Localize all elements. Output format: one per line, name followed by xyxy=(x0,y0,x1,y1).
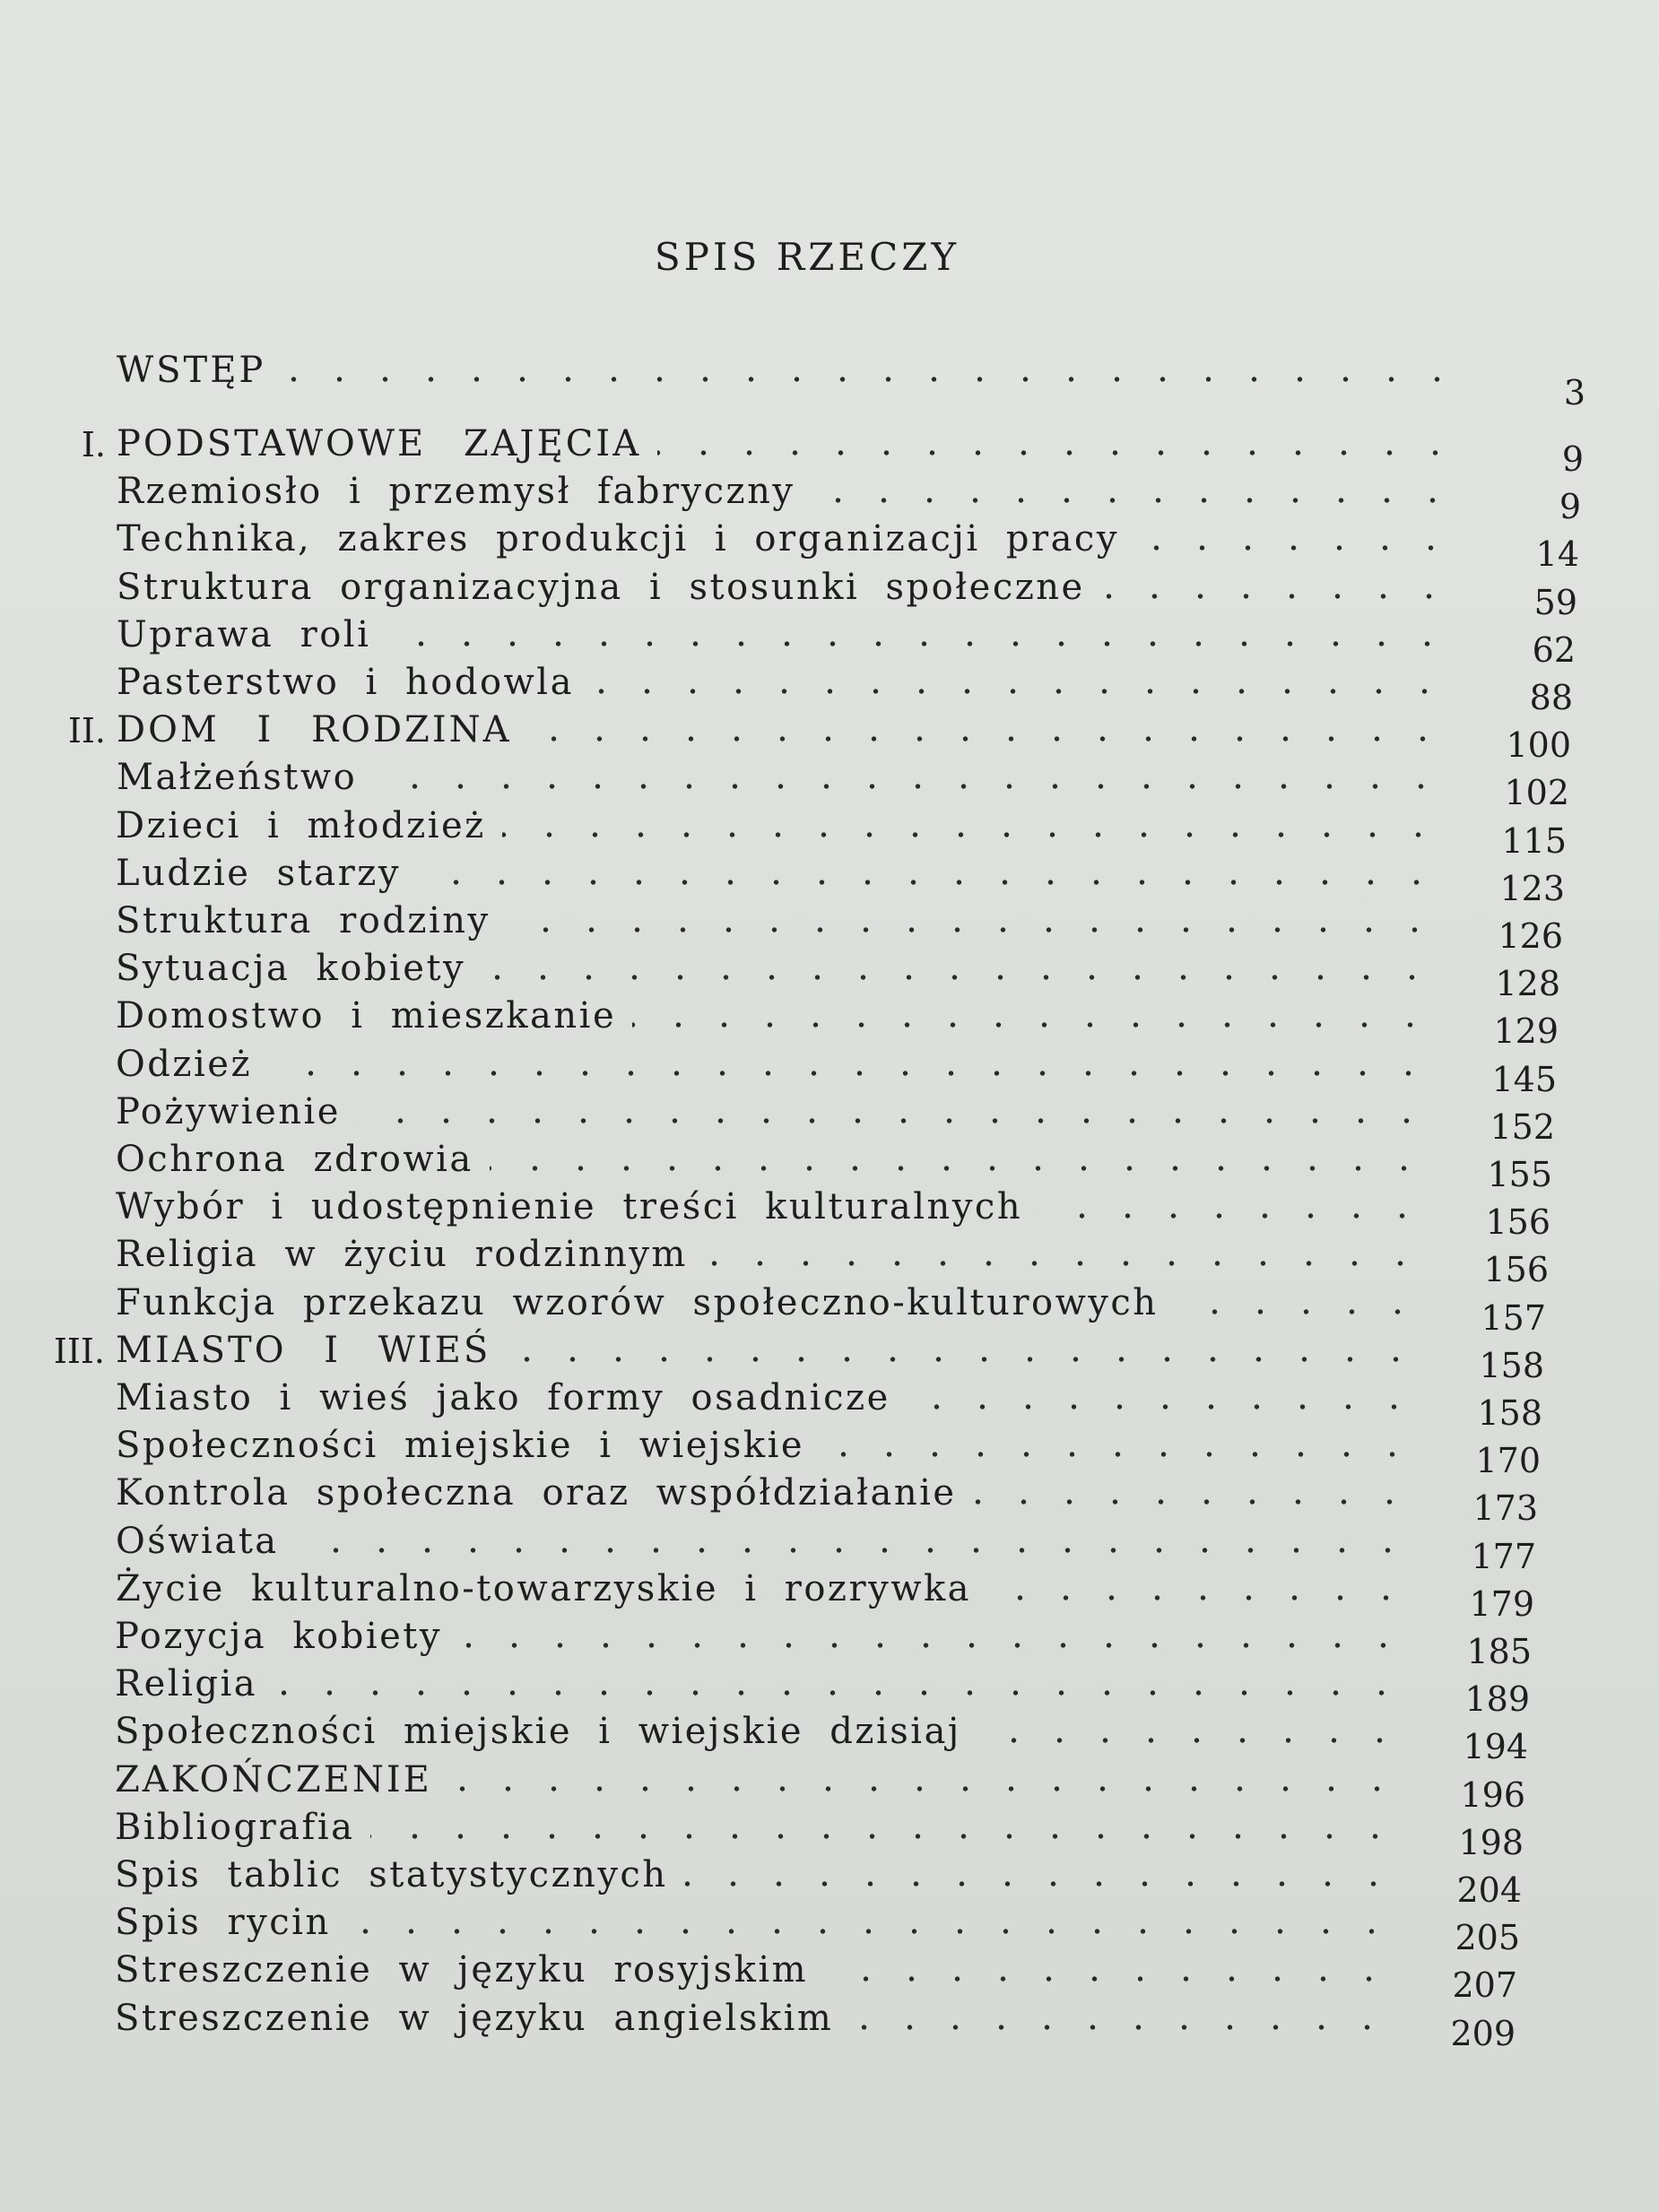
toc-row xyxy=(0,613,1659,670)
toc-row xyxy=(0,423,1659,479)
toc-page-number: 205 xyxy=(1455,1918,1520,1958)
toc-page-number: 185 xyxy=(1466,1632,1532,1671)
toc-row xyxy=(0,1425,1659,1481)
toc-row xyxy=(0,1663,1659,1720)
toc-row xyxy=(0,1949,1659,2006)
toc-page-number: 100 xyxy=(1506,725,1571,766)
leader-dots xyxy=(657,450,1458,455)
toc-row xyxy=(0,900,1659,956)
toc-page-number: 14 xyxy=(1535,534,1579,575)
leader-dots xyxy=(1101,594,1452,599)
toc-page-number: 129 xyxy=(1493,1011,1559,1052)
toc-row xyxy=(0,662,1659,717)
leader-dots xyxy=(821,1452,1415,1457)
toc-entry-label: Ochrona zdrowia xyxy=(116,1139,473,1180)
leader-dots xyxy=(973,1499,1412,1505)
toc-row xyxy=(0,757,1659,813)
toc-entry-label: Miasto i wieś jako formy osadnicze xyxy=(116,1377,890,1418)
toc-entry-label: Struktura organizacyjna i stosunki społeczne xyxy=(117,566,1085,608)
leader-dots xyxy=(282,377,1460,382)
toc-page-number: 196 xyxy=(1460,1774,1525,1815)
toc-page-number: 207 xyxy=(1452,1965,1517,2006)
toc-entry-label: Małżeństwo xyxy=(117,757,358,799)
leader-dots xyxy=(849,2025,1390,2030)
toc-entry-label: Spis rycin xyxy=(115,1902,331,1944)
toc-page-number: 156 xyxy=(1483,1250,1549,1290)
toc-row xyxy=(0,948,1659,1004)
leader-dots xyxy=(507,1357,1419,1362)
toc-row xyxy=(0,852,1659,908)
toc-entry-label: Religia xyxy=(115,1663,258,1705)
chapter-numeral: III. xyxy=(53,1331,105,1371)
toc-page-number: 9 xyxy=(1561,439,1584,479)
toc-row xyxy=(0,1758,1659,1815)
toc-entry-label: Oświata xyxy=(116,1520,279,1562)
leader-dots xyxy=(812,498,1455,503)
toc-row xyxy=(0,1854,1659,1910)
toc-page-number: 179 xyxy=(1469,1583,1534,1624)
toc-row xyxy=(0,1043,1659,1099)
toc-page-number: 145 xyxy=(1491,1059,1557,1099)
toc-page-number: 204 xyxy=(1456,1870,1522,1910)
leader-dots xyxy=(1175,1309,1420,1314)
toc-entry-label: Bibliografia xyxy=(115,1806,355,1848)
leader-dots xyxy=(417,880,1439,885)
toc-page-number: 9 xyxy=(1559,487,1581,527)
toc-page-number: 88 xyxy=(1529,678,1573,717)
toc-entry-label: WSTĘP xyxy=(117,350,266,391)
toc-entry-label: MIASTO I WIEŚ xyxy=(116,1329,491,1371)
toc-entry-label: Pasterstwo i hodowla xyxy=(117,662,574,703)
toc-page-number: 59 xyxy=(1533,582,1577,622)
toc-entry-label: Odzież xyxy=(116,1043,253,1085)
leader-dots xyxy=(684,1881,1396,1887)
leader-dots xyxy=(1038,1213,1425,1219)
toc-row xyxy=(0,1090,1659,1147)
leader-dots xyxy=(632,1022,1433,1028)
toc-entry-label: Sytuacja kobiety xyxy=(116,948,466,990)
toc-entry-label: Funkcja przekazu wzorów społeczno-kulturowych xyxy=(116,1281,1159,1323)
leader-dots xyxy=(387,641,1450,646)
leader-dots xyxy=(590,689,1447,694)
leader-dots xyxy=(373,784,1444,789)
leader-dots xyxy=(977,1738,1403,1743)
toc-row xyxy=(0,566,1659,622)
toc-page-number: 62 xyxy=(1532,629,1576,670)
leader-dots xyxy=(907,1404,1417,1410)
toc-entry-label: Struktura rodziny xyxy=(116,900,491,941)
toc-page-number: 155 xyxy=(1487,1155,1552,1194)
leader-dots xyxy=(482,975,1435,980)
toc-row xyxy=(0,471,1659,527)
toc-row xyxy=(0,1997,1659,2053)
toc-page-number: 128 xyxy=(1495,964,1560,1004)
toc-page-number: 152 xyxy=(1490,1106,1555,1147)
leader-dots xyxy=(268,1071,1431,1076)
toc-page-number: 170 xyxy=(1475,1441,1541,1481)
toc-row xyxy=(0,709,1659,766)
toc-page-number: 126 xyxy=(1498,916,1563,956)
toc-entry-label: DOM I RODZINA xyxy=(117,709,512,751)
chapter-numeral: I. xyxy=(81,425,106,464)
toc-row xyxy=(0,1472,1659,1529)
toc-page-number: 3 xyxy=(1563,373,1585,412)
leader-dots xyxy=(357,1118,1429,1123)
toc-row xyxy=(0,1329,1659,1385)
toc-page-number: 189 xyxy=(1464,1679,1530,1720)
toc-entry-label: Społeczności miejskie i wiejskie xyxy=(116,1425,805,1467)
toc-entry-label: Domostwo i mieszkanie xyxy=(116,995,617,1037)
leader-dots xyxy=(347,1929,1394,1934)
leader-dots xyxy=(448,1786,1400,1791)
toc-entry-label: Wybór i udostępnienie treści kulturalnych xyxy=(116,1186,1023,1228)
toc-row xyxy=(0,1377,1659,1433)
toc-row xyxy=(0,1186,1659,1243)
toc-page-number: 194 xyxy=(1463,1727,1528,1767)
toc-page-number: 157 xyxy=(1481,1297,1546,1338)
toc-entry-label: Pozycja kobiety xyxy=(115,1616,442,1657)
toc-row xyxy=(0,1902,1659,1958)
toc-page-number: 198 xyxy=(1458,1822,1524,1862)
toc-entry-label: Dzieci i młodzież xyxy=(116,804,486,846)
toc-row xyxy=(0,804,1659,861)
toc-row xyxy=(0,350,1659,412)
leader-dots xyxy=(507,927,1438,933)
toc-row xyxy=(0,1567,1659,1624)
leader-dots xyxy=(987,1595,1409,1600)
toc-page-number: 158 xyxy=(1479,1345,1544,1385)
page-title: SPIS RZECZY xyxy=(654,235,960,279)
toc-entry-label: Streszczenie w języku angielskim xyxy=(115,1997,834,2039)
toc-entry-label: Ludzie starzy xyxy=(116,852,401,894)
leader-dots xyxy=(528,736,1446,742)
toc-row xyxy=(0,995,1659,1052)
toc-page-number: 123 xyxy=(1499,868,1565,908)
toc-entry-label: Życie kulturalno-towarzyskie i rozrywka xyxy=(116,1567,972,1609)
toc-page-number: 102 xyxy=(1504,773,1569,813)
toc-page-number: 209 xyxy=(1450,2013,1516,2053)
leader-dots xyxy=(295,1548,1411,1553)
chapter-numeral: II. xyxy=(67,711,106,751)
toc-entry-label: Społeczności miejskie i wiejskie dzisiaj xyxy=(115,1711,961,1753)
leader-dots xyxy=(370,1834,1398,1839)
toc-page-number: 177 xyxy=(1471,1536,1536,1576)
toc-page-number: 173 xyxy=(1472,1488,1538,1529)
toc-entry-label: Rzemiosło i przemysł fabryczny xyxy=(117,471,795,513)
toc-entry-label: Technika, zakres produkcji i organizacji pracy xyxy=(117,518,1119,560)
toc-page-number: 158 xyxy=(1477,1393,1542,1433)
toc-row xyxy=(0,1616,1659,1671)
toc-page-number: 115 xyxy=(1501,820,1567,861)
toc-entry-label: Uprawa roli xyxy=(117,613,371,655)
leader-dots xyxy=(274,1690,1404,1696)
toc-page-number: 156 xyxy=(1485,1202,1550,1243)
leader-dots xyxy=(502,832,1441,837)
toc-entry-label: Pożywienie xyxy=(116,1090,341,1132)
toc-entry-label: Streszczenie w języku rosyjskim xyxy=(115,1949,809,1991)
leader-dots xyxy=(490,1166,1427,1171)
toc-row xyxy=(0,1711,1659,1767)
leader-dots xyxy=(458,1643,1406,1648)
toc-entry-label: Spis tablic statystycznych xyxy=(115,1854,668,1895)
toc-entry-label: Religia w życiu rodzinnym xyxy=(116,1234,688,1276)
toc-entry-label: PODSTAWOWE ZAJĘCIA xyxy=(117,423,642,464)
leader-dots xyxy=(1135,545,1454,551)
toc-row xyxy=(0,1281,1659,1338)
toc-row xyxy=(0,1520,1659,1576)
toc-row xyxy=(0,1806,1659,1862)
toc-row xyxy=(0,1234,1659,1290)
toc-row xyxy=(0,518,1659,575)
toc-entry-label: Kontrola społeczna oraz współdziałanie xyxy=(116,1472,957,1514)
toc-row xyxy=(0,1139,1659,1194)
leader-dots xyxy=(704,1261,1423,1266)
leader-dots xyxy=(824,1976,1392,1982)
toc-entry-label: ZAKOŃCZENIE xyxy=(115,1758,432,1800)
